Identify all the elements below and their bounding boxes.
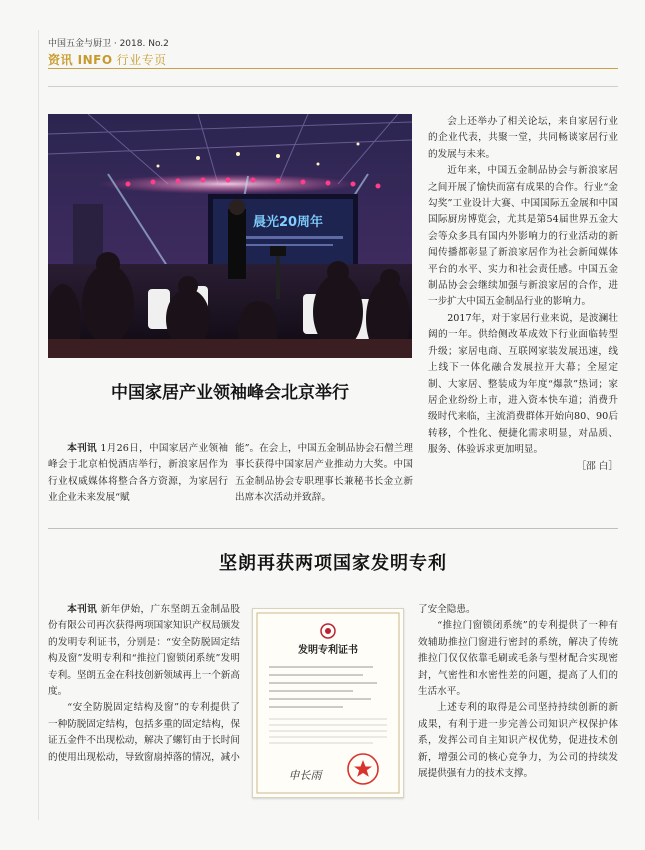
article1-body-col2	[235, 441, 413, 507]
article2-lead: 本刊讯	[67, 604, 98, 615]
header-rule	[48, 68, 618, 69]
article2-body-right	[418, 602, 618, 782]
certificate-signature: 申长雨	[288, 769, 322, 782]
article2-left-p2: “安全防脱固定结构及窗”的专利提供了一种防脱固定结构，包括多重的固定结构，保证五金件不出现松动，解决了螺钉由于长时间的使用出现松动，导致窗扇掉落的情况，减小	[48, 702, 240, 763]
article1-right-p3: 2017年，对于家居行业来说，是波澜壮阔的一年。供给侧改革成效下行业面临转型升级；家居电商、互联网家装发展迅速，线上线下一体化融合发展拉开大幕；全屋定制、大家居、整装成为年度“爆款”热词；家居企业纷纷上市，进入资本快车道；消费升级时代来临，主流消费群体开始向80、90后转移，个性化、便捷化需求明显，对品质、服务、体验诉求更加明显。	[428, 312, 618, 456]
patent-certificate-illustration	[253, 609, 403, 797]
patent-certificate-image	[252, 608, 404, 798]
article1-lead: 本刊讯	[67, 443, 97, 454]
article2-right-p2: “推拉门窗锁闭系统”的专利提供了一种有效辅助推拉门窗进行密封的系统，解决了传统推拉门仅仅依靠毛刷或毛条与型材配合实现密封，气密性和水密性差的问题，提高了人们的生活水平。	[418, 620, 618, 698]
article1-right-p1: 会上还举办了相关论坛，来自家居行业的企业代表，共聚一堂，共同畅谈家居行业的发展与未来。	[428, 116, 618, 160]
article1-body-right	[428, 114, 618, 475]
article1-right-p2: 近年来，中国五金制品协会与新浪家居之间开展了愉快而富有成果的合作。行业“金勾奖”工业设计大赛、中国国际五金展和中国国际厨房博览会，尤其是第54届世界五金大会等众多具有国内外影响力的行业活动的新闻传播都彰显了新浪家居作为社会新闻媒体平台的水平、实力和社会责任感。中国五金制品协会会继续加强与新浪家居的合作，进一步扩大中国五金制品行业的影响力。	[428, 165, 618, 308]
article2-left-p1: 新年伊始，广东坚朗五金制品股份有限公司再次获得两项国家知识产权局颁发的发明专利证书，分别是：“安全防脱固定结构及窗”发明专利和“推拉门窗锁闭系统”发明专利。坚朗五金在科技创新领域再上一个新高度。	[48, 604, 241, 698]
article1-col2-text: 能”。在会上，中国五金制品协会石僧兰理事长获得中国家居产业推动力大奖。中国五金制品协会专职理事长兼秘书长金立新出席本次活动并致辞。	[235, 443, 413, 504]
section-label: 资讯 INFO	[48, 53, 113, 67]
article-separator	[48, 528, 618, 529]
photo-screen-text: 晨光20周年	[252, 215, 324, 230]
article1-body-col1	[48, 441, 228, 507]
event-photo	[48, 114, 412, 358]
section-header	[48, 51, 167, 68]
event-photo-illustration	[48, 114, 412, 358]
article2-title: 坚朗再获两项国家发明专利	[219, 553, 447, 574]
seal-star-icon	[354, 760, 372, 777]
journal-header: 中国五金与厨卫 · 2018. No.2	[48, 39, 169, 49]
page-gutter-line	[38, 30, 39, 820]
article1-title: 中国家居产业领袖峰会北京举行	[111, 383, 349, 403]
section-sub: 行业专页	[116, 53, 167, 67]
article1-col1-text: 1月26日，中国家居产业领袖峰会于北京柏悦酒店举行，新浪家居作为行业权威媒体将整合各方资源，为家居行业企业未来发展“赋	[48, 443, 228, 504]
article1-author: ［邵 白］	[576, 460, 618, 472]
article2-body-left	[48, 602, 240, 766]
header-rule-secondary	[48, 86, 618, 87]
article2-right-p1: 了安全隐患。	[418, 604, 476, 615]
certificate-title: 发明专利证书	[298, 645, 358, 656]
article2-right-p3: 上述专利的取得是公司坚持持续创新的新成果，有利于进一步完善公司知识产权保护体系，发挥公司自主知识产权优势，促进技术创新，增强公司的核心竞争力，为公司的持续发展提供强有力的技术支撑。	[418, 702, 618, 780]
